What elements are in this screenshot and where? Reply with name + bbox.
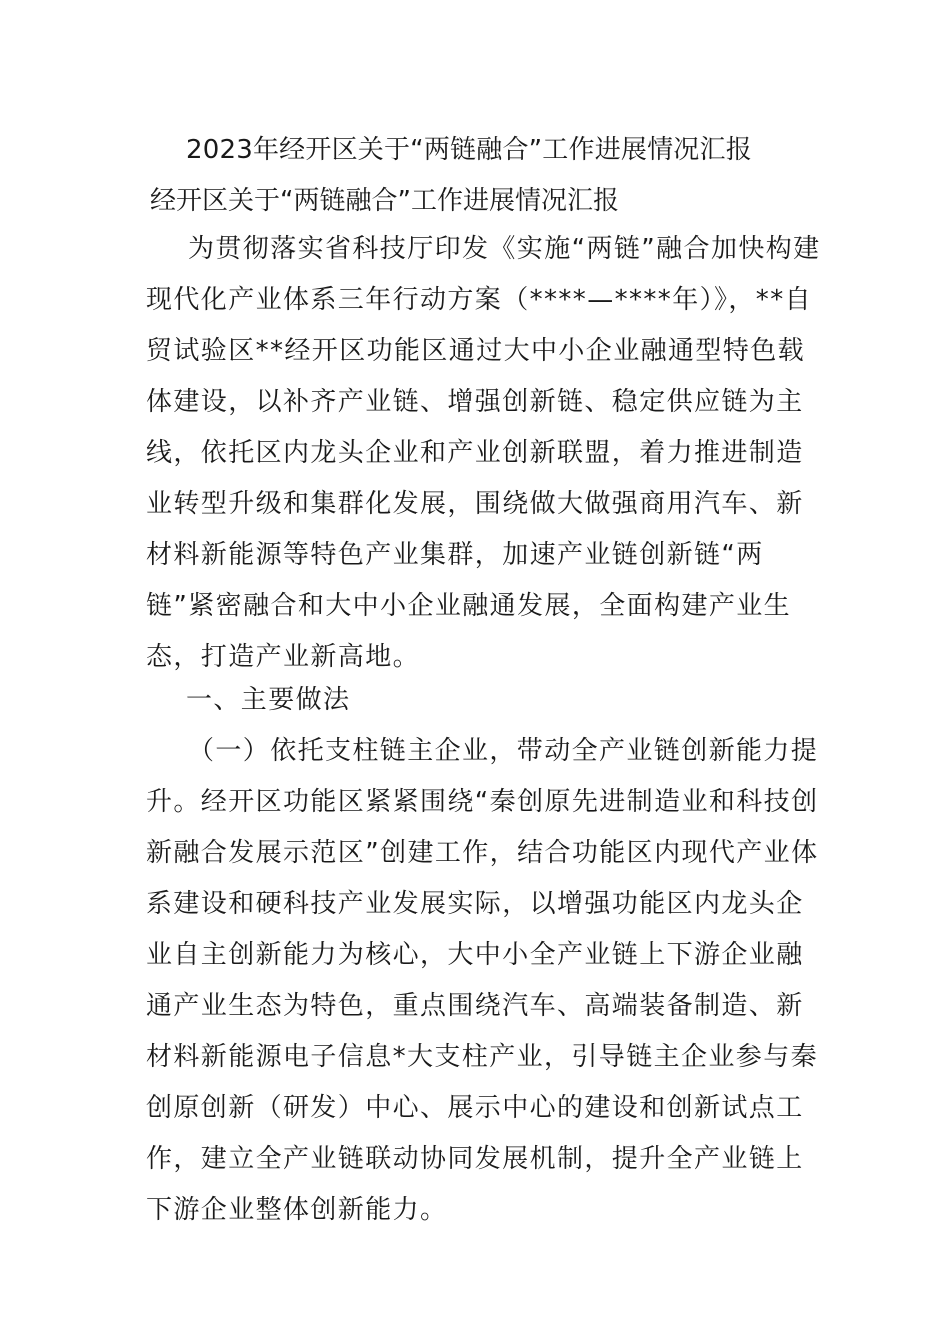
intro-paragraph: 为贯彻落实省科技厅印发《实施“两链”融合加快构建现代化产业体系三年行动方案（****—****年）》，**自贸试验区**经开区功能区通过大中小企业融通型特色载体建设，以补齐产业链、增强创新链、稳定供应链为主线，依托区内龙头企业和产业创新联盟，着力推进制造业转型升级和集群化发展，围绕做大做强商用汽车、新材料新能源等特色产业集群，加速产业链创新链“两链”紧密融合和大中小企业融通发展，全面构建产业生态，打造产业新高地。 bbox=[146, 234, 821, 672]
section-heading: 一、主要做法 bbox=[186, 685, 351, 715]
document-subtitle: 经开区关于“两链融合”工作进展情况汇报 bbox=[150, 186, 619, 216]
section-paragraph: （一）依托支柱链主企业，带动全产业链创新能力提升。经开区功能区紧紧围绕“秦创原先进制造业和科技创新融合发展示范区”创建工作，结合功能区内现代产业体系建设和硬科技产业发展实际，以增强功能区内龙头企业自主创新能力为核心，大中小全产业链上下游企业融通产业生态为特色，重点围绕汽车、高端装备制造、新材料新能源电子信息*大支柱产业，引导链主企业参与秦创原创新（研发）中心、展示中心的建设和创新试点工作，建立全产业链联动协同发展机制，提升全产业链上下游企业整体创新能力。 bbox=[146, 736, 819, 1225]
document-title: 2023年经开区关于“两链融合”工作进展情况汇报 bbox=[186, 135, 752, 165]
